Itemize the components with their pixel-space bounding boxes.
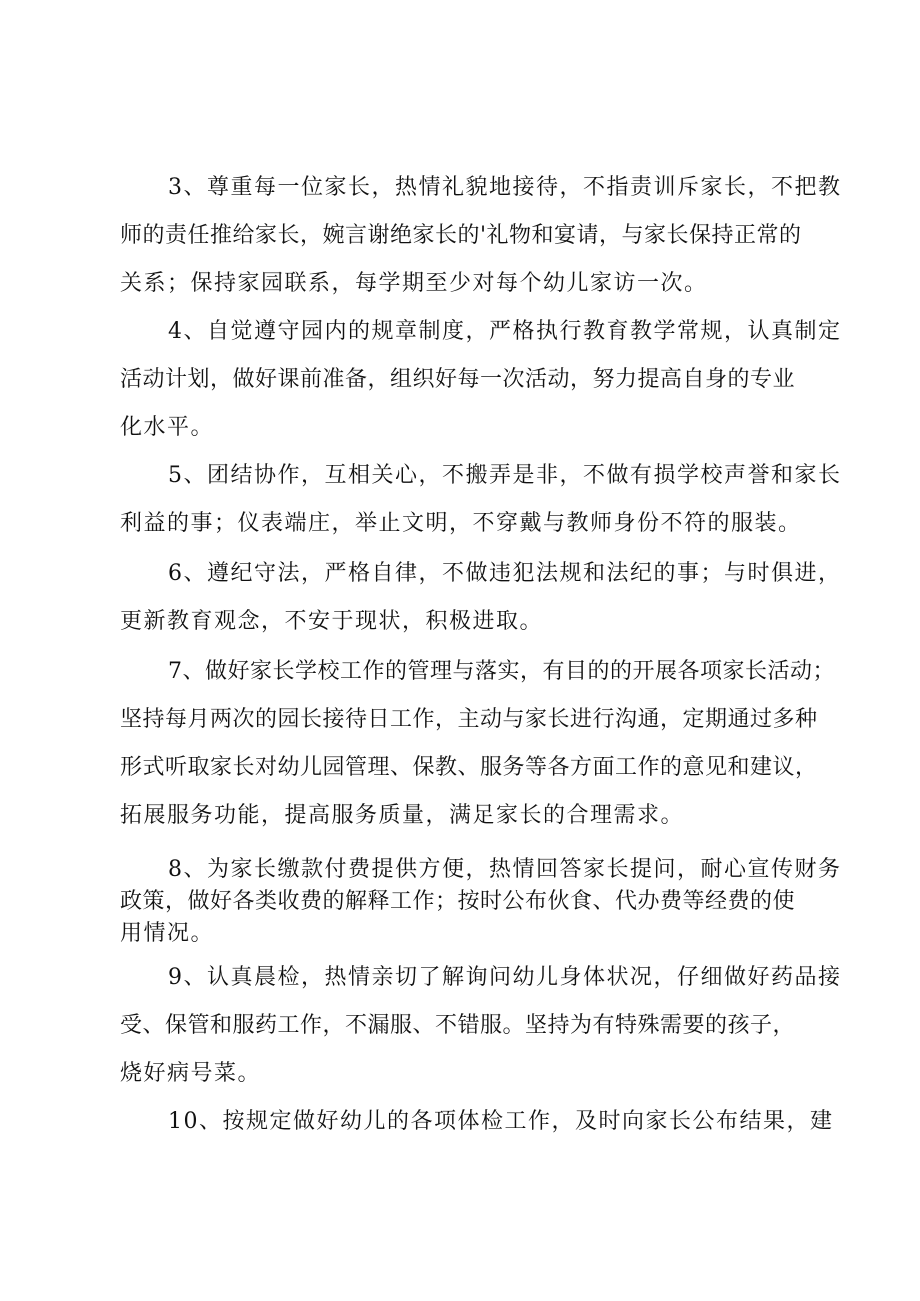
paragraph-7-line-4: 拓展服务功能，提高服务质量，满足家长的合理需求。 [120,803,685,828]
paragraph-3-line-1: 3、尊重每一位家长，热情礼貌地接待，不指责训斥家长，不把教 [168,175,842,200]
paragraph-4-line-1: 4、自觉遵守园内的规章制度，严格执行教育教学常规，认真制定 [168,319,842,344]
paragraph-5-line-2: 利益的事；仪表端庄，举止文明，不穿戴与教师身份不符的服装。 [120,511,802,536]
paragraph-7-line-3: 形式听取家长对幼儿园管理、保教、服务等各方面工作的意见和建议， [120,755,818,780]
paragraph-9-line-1: 9、认真晨检，热情亲切了解询问幼儿身体状况，仔细做好药品接 [168,965,842,990]
paragraph-4-line-2: 活动计划，做好课前准备，组织好每一次活动，努力提高自身的专业 [120,367,796,392]
paragraph-6-line-1: 6、遵纪守法，严格自律，不做违犯法规和法纪的事；与时俱进， [168,561,842,586]
paragraph-9-line-3: 烧好病号菜。 [120,1061,262,1086]
paragraph-8-line-1: 8、为家长缴款付费提供方便，热情回答家长提问，耐心宣传财务 [168,857,842,882]
paragraph-3-line-2: 师的责任推给家长，婉言谢绝家长的'礼物和宴请，与家长保持正常的 [120,223,802,248]
paragraph-8-line-2: 政策，做好各类收费的解释工作；按时公布伙食、代办费等经费的使 [120,889,796,914]
paragraph-9-line-2: 受、保管和服药工作，不漏服、不错服。坚持为有特殊需要的孩子， [120,1013,796,1038]
paragraph-8-line-3: 用情况。 [120,921,215,946]
paragraph-7-line-1: 7、做好家长学校工作的管理与落实，有目的的开展各项家长活动； [168,659,835,684]
paragraph-5-line-1: 5、团结协作，互相关心，不搬弄是非，不做有损学校声誉和家长 [168,463,842,488]
paragraph-7-line-2: 坚持每月两次的园长接待日工作，主动与家长进行沟通，定期通过多种 [120,707,818,732]
paragraph-4-line-3: 化水平。 [120,415,215,440]
paragraph-3-line-3: 关系；保持家园联系，每学期至少对每个幼儿家访一次。 [120,271,708,296]
paragraph-10-line-1: 10、按规定做好幼儿的各项体检工作，及时向家长公布结果，建 [168,1109,834,1134]
paragraph-6-line-2: 更新教育观念，不安于现状，积极进取。 [120,609,544,634]
